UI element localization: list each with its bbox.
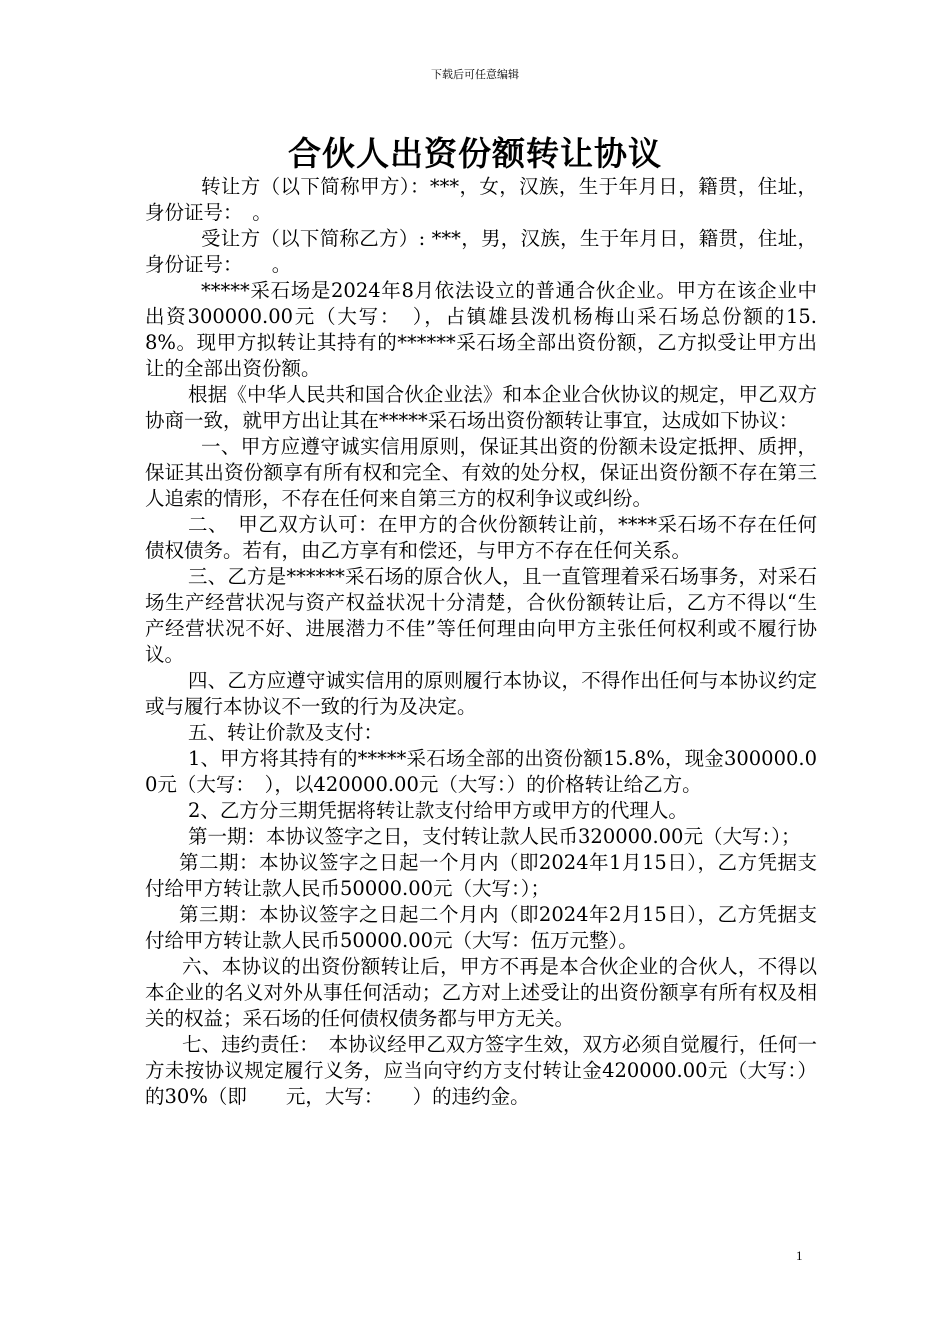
clause-5-item-1: 1、甲方将其持有的*****采石场全部的出资份额15.8%，现金300000.00元（大写： ），以420000.00元（大写：）的价格转让给乙方。 [145, 747, 817, 796]
paragraph-background: *****采石场是2024年8月依法设立的普通合伙企业。甲方在该企业中出资300000.00元（大写： ），占镇雄县泼机杨梅山采石场总份额的15.8%。现甲方拟转让其持有的******采石场全部出资份额，乙方拟受让甲方出让的全部出资份额。 [145, 279, 817, 380]
paragraph-legal-basis: 根据《中华人民共和国合伙企业法》和本企业合伙协议的规定，甲乙双方协商一致，就甲方出让其在*****采石场出资份额转让事宜，达成如下协议： [145, 383, 817, 432]
header-note: 下载后可任意编辑 [431, 68, 519, 81]
clause-4: 四、乙方应遵守诚实信用的原则履行本协议，不得作出任何与本协议约定或与履行本协议不一致的行为及决定。 [145, 669, 817, 718]
clause-2: 二、 甲乙双方认可：在甲方的合伙份额转让前，****采石场不存在任何债权债务。若有，由乙方享有和偿还，与甲方不存在任何关系。 [145, 513, 817, 562]
clause-7: 七、违约责任： 本协议经甲乙双方签字生效，双方必须自觉履行，任何一方未按协议规定履行义务，应当向守约方支付转让金420000.00元（大写：）的30%（即 元，大写： ）的违约金。 [145, 1033, 817, 1108]
document-body [145, 174, 817, 1110]
page-number: 1 [796, 1248, 803, 1263]
payment-phase-3: 第三期：本协议签字之日起二个月内（即2024年2月15日），乙方凭据支付给甲方转让款人民币50000.00元（大写：伍万元整）。 [145, 903, 817, 952]
payment-phase-1: 第一期：本协议签字之日，支付转让款人民币320000.00元（大写：）； [188, 825, 801, 848]
payment-phase-2: 第二期：本协议签字之日起一个月内（即2024年1月15日），乙方凭据支付给甲方转让款人民币50000.00元（大写：）； [145, 851, 817, 900]
clause-1: 一、甲方应遵守诚实信用原则，保证其出资的份额未设定抵押、质押，保证其出资份额享有所有权和完全、有效的处分权，保证出资份额不存在第三人追索的情形，不存在任何来自第三方的权利争议或纠纷。 [145, 435, 817, 510]
clause-5-heading: 五、转让价款及支付： [188, 721, 384, 744]
clause-5-item-2: 2、乙方分三期凭据将转让款支付给甲方或甲方的代理人。 [188, 799, 688, 822]
document-title: 合伙人出资份额转让协议 [288, 134, 662, 173]
clause-6: 六、本协议的出资份额转让后，甲方不再是本合伙企业的合伙人，不得以本企业的名义对外从事任何活动；乙方对上述受让的出资份额享有所有权及相关的权益；采石场的任何债权债务都与甲方无关。 [145, 955, 817, 1030]
paragraph-transferor: 转让方（以下简称甲方）：***，女，汉族，生于年月日，籍贯，住址，身份证号： 。 [145, 175, 817, 224]
clause-3: 三、乙方是******采石场的原合伙人，且一直管理着采石场事务，对采石场生产经营状况与资产权益状况十分清楚，合伙份额转让后，乙方不得以“生产经营状况不好、进展潜力不佳”等任何理由向甲方主张任何权利或不履行协议。 [145, 565, 817, 666]
paragraph-transferee: 受让方（以下简称乙方）: ***，男，汉族，生于年月日，籍贯，住址，身份证号： 。 [145, 227, 817, 276]
